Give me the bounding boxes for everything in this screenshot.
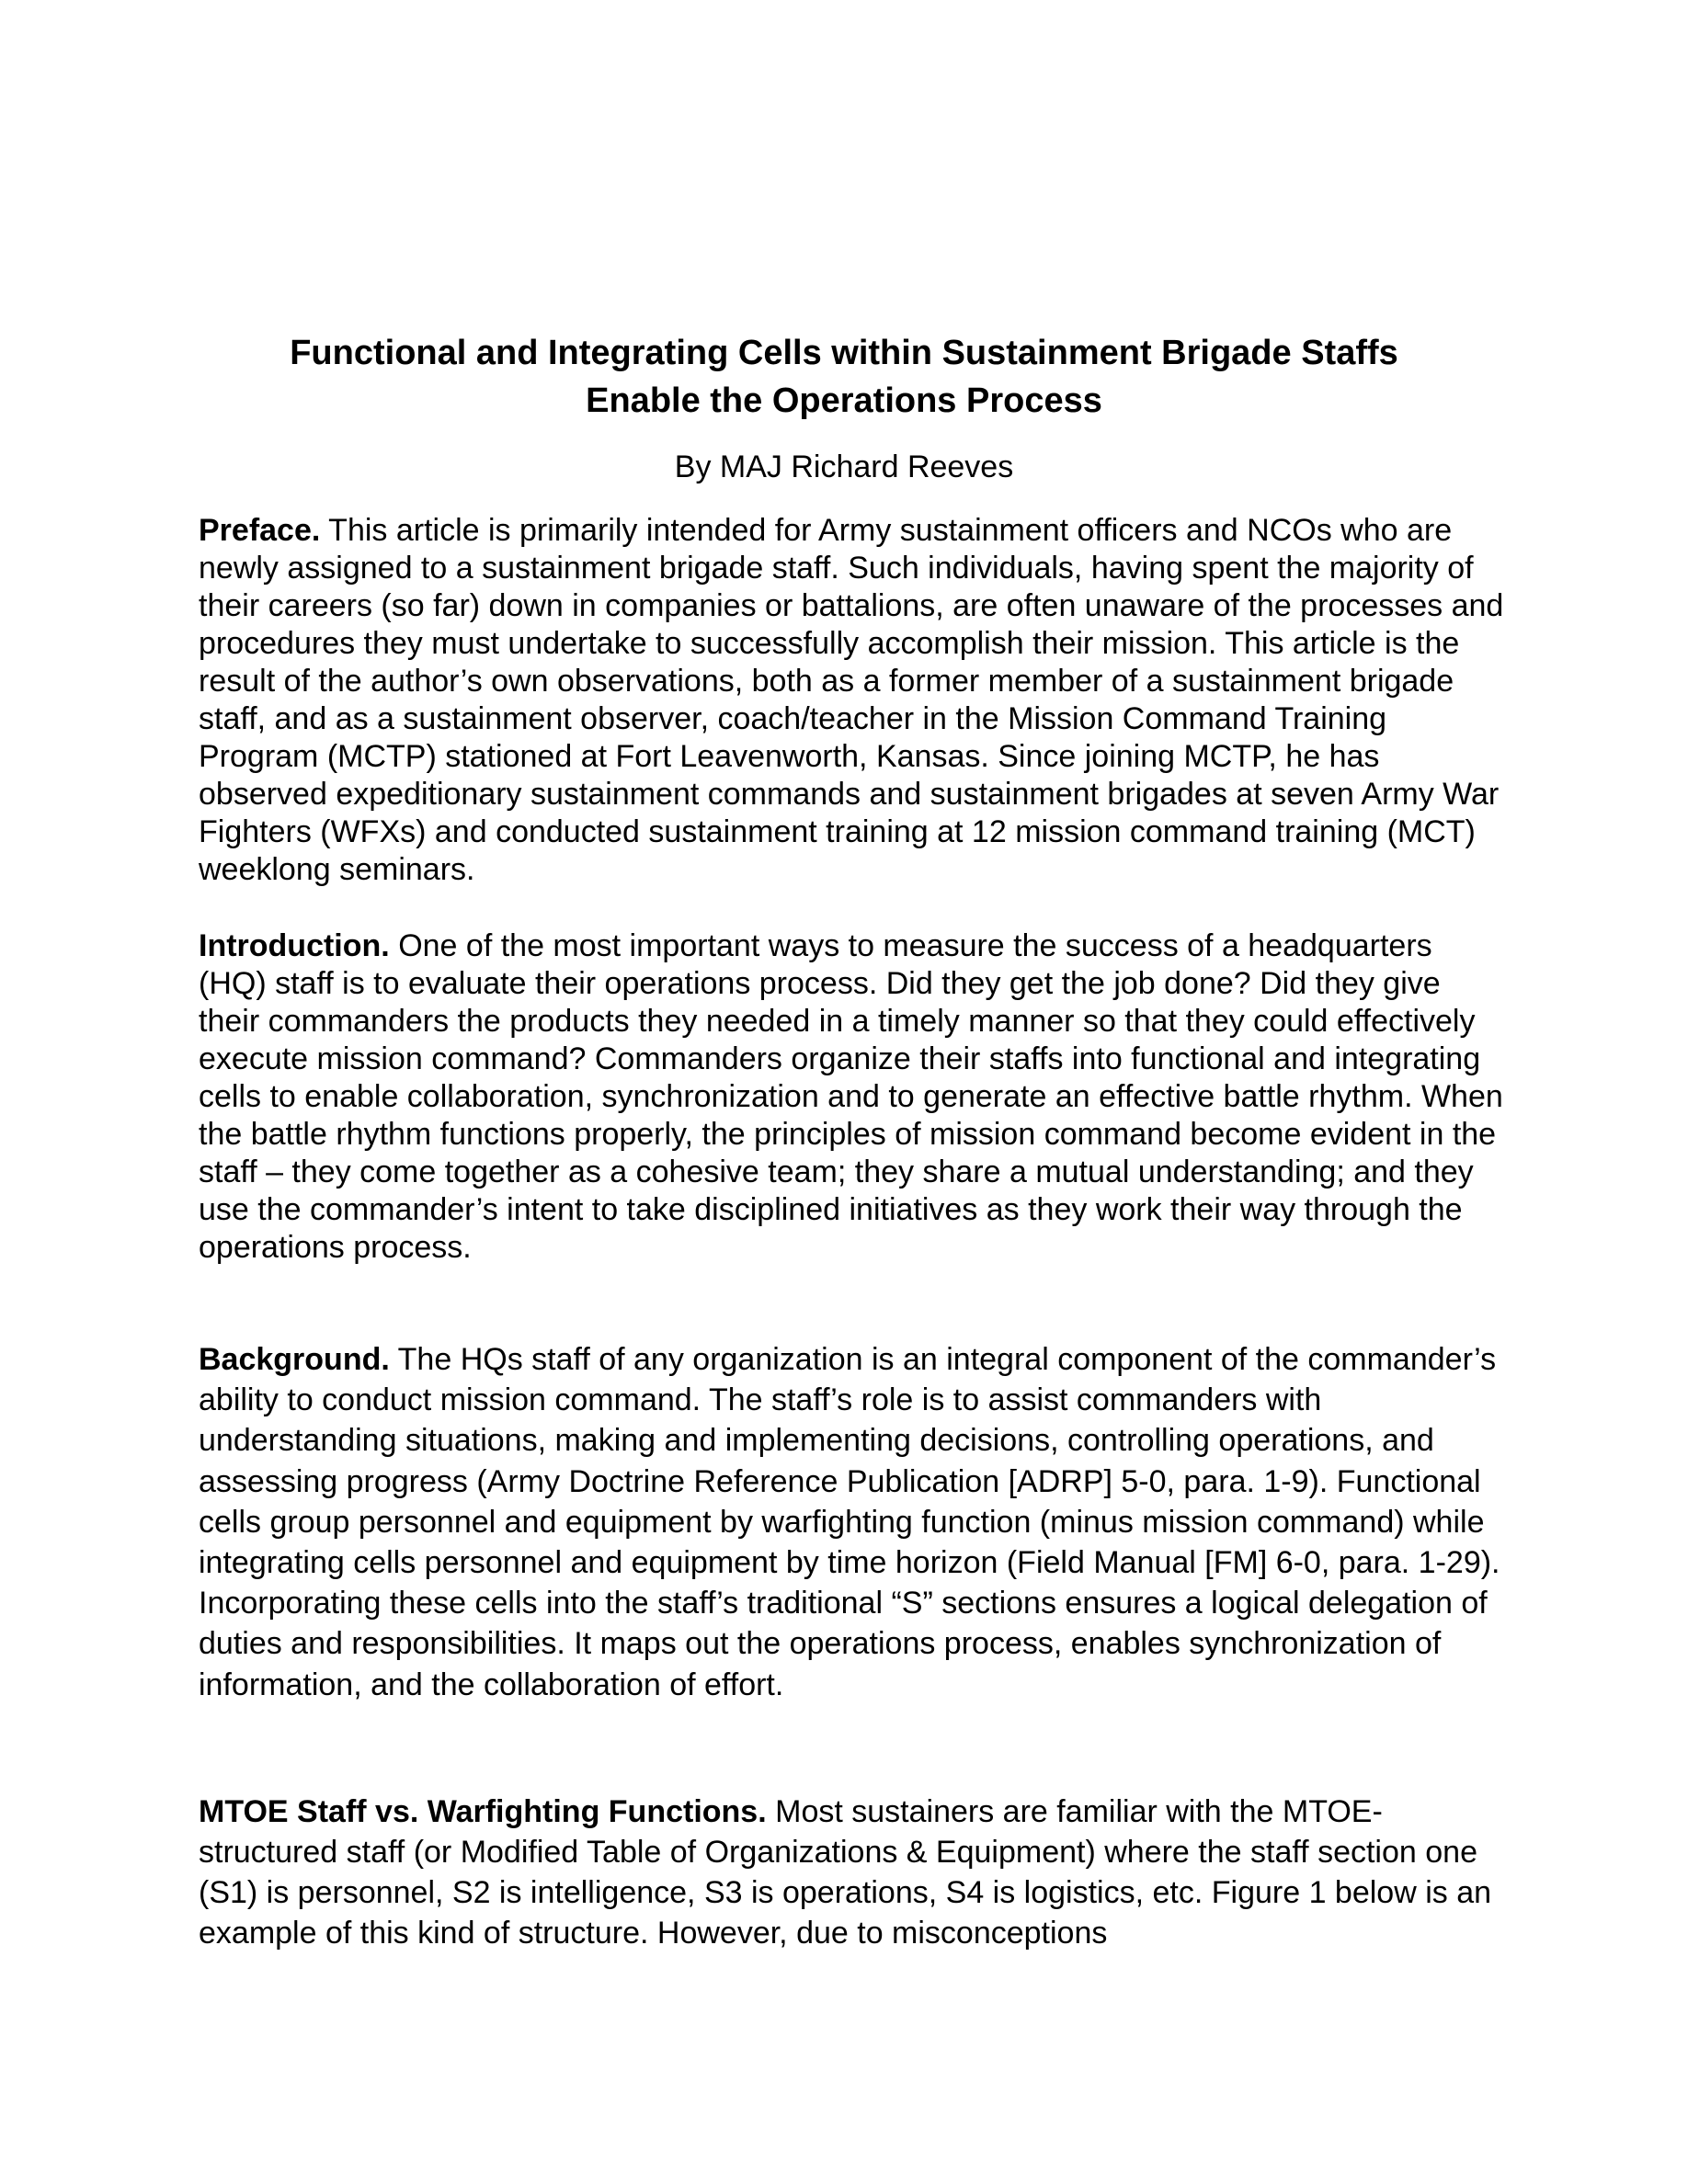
article-title-line-1: Functional and Integrating Cells within Sustainment Brigade Staffs [290, 334, 1398, 372]
author-byline: By MAJ Richard Reeves [674, 449, 1014, 484]
introduction-paragraph [199, 927, 1504, 1267]
introduction-heading: Introduction. [199, 928, 390, 963]
introduction-text: One of the most important ways to measure the success of a headquarters (HQ) staff is to evaluate their operations process. Did they get the job done? Did they give their commanders the products they needed in a timely manner so that they could effectively execute mission command? Commanders organize their staffs into functional and integrating cells to enable collaboration, synchronization and to generate an effective battle rhythm. When the battle rhythm functions properly, the principles of mission command become evident in the staff – they come together as a cohesive team; they share a mutual understanding; and they use the commander’s intent to take disciplined initiatives as they work their way through the operations process. [199, 928, 1503, 1265]
background-heading: Background. [199, 1342, 390, 1377]
preface-heading: Preface. [199, 513, 321, 548]
mtoe-heading: MTOE Staff vs. Warfighting Functions. [199, 1794, 767, 1829]
background-text: The HQs staff of any organization is an integral component of the commander’s ability to conduct mission command. The staff’s role is to assist commanders with understanding situations, making and implementing decisions, controlling operations, and assessing progress (Army Doctrine Reference Publication [ADRP] 5-0, para. 1-9). Functional cells group personnel and equipment by warfighting function (minus mission command) while integrating cells personnel and equipment by time horizon (Field Manual [FM] 6-0, para. 1-29). Incorporating these cells into the staff’s traditional “S” sections ensures a logical delegation of duties and responsibilities. It maps out the operations process, enables synchronization of information, and the collaboration of effort. [199, 1342, 1500, 1702]
preface-text: This article is primarily intended for Army sustainment officers and NCOs who are newly assigned to a sustainment brigade staff. Such individuals, having spent the majority of their careers (so far) down in companies or battalions, are often unaware of the processes and procedures they must undertake to successfully accomplish their mission. This article is the result of the author’s own observations, both as a former member of a sustainment brigade staff, and as a sustainment observer, coach/teacher in the Mission Command Training Program (MCTP) stationed at Fort Leavenworth, Kansas. Since joining MCTP, he has observed expeditionary sustainment commands and sustainment brigades at seven Army War Fighters (WFXs) and conducted sustainment training at 12 mission command training (MCT) weeklong seminars. [199, 513, 1504, 887]
background-paragraph [199, 1339, 1504, 1705]
preface-paragraph [199, 512, 1504, 889]
article-title-line-2: Enable the Operations Process [586, 381, 1102, 420]
mtoe-paragraph [199, 1792, 1504, 1953]
mtoe-text: Most sustainers are familiar with the MTOE-structured staff (or Modified Table of Organizations & Equipment) where the staff section one (S1) is personnel, S2 is intelligence, S3 is operations, S4 is logistics, etc. Figure 1 below is an example of this kind of structure. However, due to misconceptions [199, 1794, 1492, 1951]
